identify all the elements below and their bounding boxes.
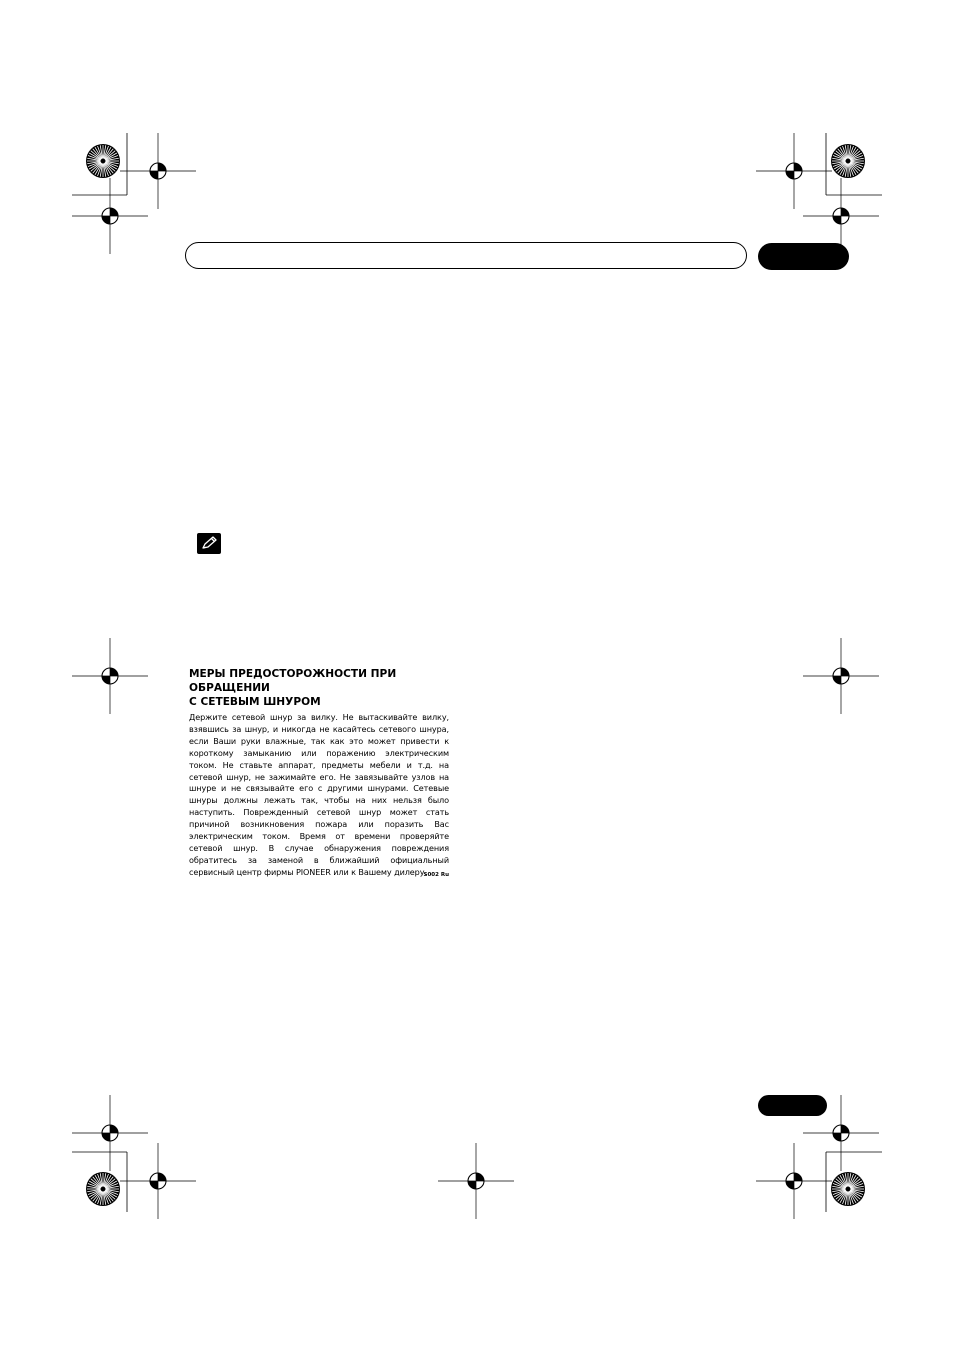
crosshair-register-icon [803,638,879,714]
starburst-register-icon [86,1172,120,1206]
starburst-register-icon [831,144,865,178]
pencil-note-icon [197,533,221,554]
section-title-line2: С СЕТЕВЫМ ШНУРОМ [189,696,321,708]
power-cord-caution-section [189,667,449,879]
crosshair-register-icon [438,1143,514,1219]
crosshair-register-icon [72,638,148,714]
header-bar [185,242,747,269]
crosshair-register-icon [72,1095,148,1171]
starburst-register-icon [831,1172,865,1206]
crosshair-register-icon [72,178,148,254]
section-title-line1: МЕРЫ ПРЕДОСТОРОЖНОСТИ ПРИ ОБРАЩЕНИИ [189,668,397,694]
page-number-tab [758,1095,827,1116]
crosshair-register-icon [120,1143,196,1219]
section-title [189,667,449,709]
crosshair-register-icon [756,1143,832,1219]
document-code: S002 Ru [423,871,449,878]
crosshair-register-icon [120,133,196,209]
crosshair-register-icon [756,133,832,209]
starburst-register-icon [86,144,120,178]
section-body: Держите сетевой шнур за вилку. Не вытаскивайте вилку, взявшись за шнур, и никогда не касайтесь сетевого шнура, если Ваши руки влажные, так как это может привести к короткому замыканию или поражению электрическим током. Не ставьте аппарат, предметы мебели и т.д. на сетевой шнур, не зажимайте его. Не завязывайте узлов на шнуре и не связывайте его с другими шнурами. Сетевые шнуры должны лежать так, чтобы на них нельзя было наступить. Поврежденный сетевой шнур может стать причиной возникновения пожара или поразить Вас электрическим током. Время от времени проверяйте сетевой шнур. В случае обнаружения повреждения обратитесь за заменой в ближайший официальный сервисный центр фирмы PIONEER или к Вашему дилеру. [189,712,449,877]
header-chapter-tab [758,243,849,270]
